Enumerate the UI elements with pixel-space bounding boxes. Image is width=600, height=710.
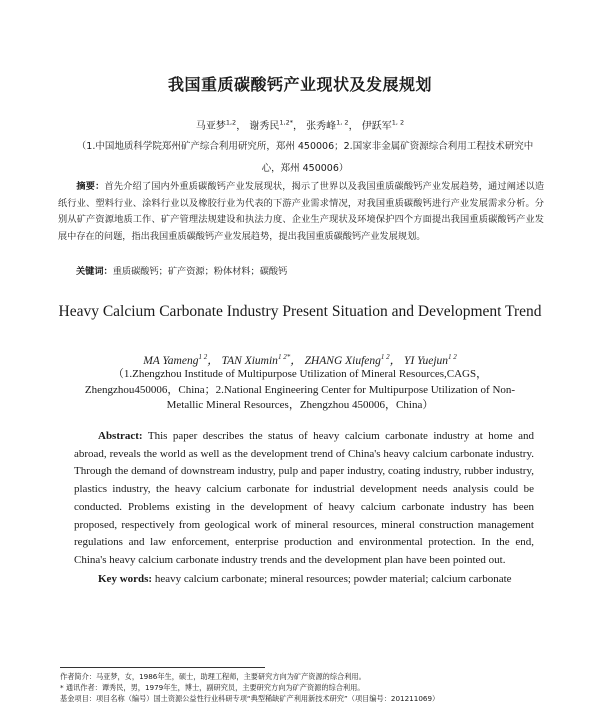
en-author-name: ZHANG Xiufeng: [304, 355, 381, 367]
cn-author-sup: 1, 2: [336, 118, 349, 127]
en-author-sup: 1 2*: [277, 353, 291, 362]
en-keywords: [98, 573, 548, 585]
cn-keywords: [76, 263, 546, 277]
en-keywords-text: heavy calcium carbonate; mineral resources; powder material; calcium carbonate: [154, 573, 512, 585]
cn-authors: 马亚梦$^{1,2}$， 谢秀民$^{1,2*}$， 张秀峰$^{1, 2}$， 伊跃军$^{1, 2}$: [195, 118, 405, 132]
cn-keywords-label: 关键词：: [76, 266, 113, 277]
cn-author-name: 谢秀民: [249, 121, 280, 132]
cn-abstract: [58, 179, 544, 245]
footnote-author-bio: 作者简介：马亚梦，女，1986年生，硕士，助理工程师，主要研究方向为矿产资源的综合利用。: [60, 672, 366, 681]
cn-affiliation: （1.中国地质科学院郑州矿产综合利用研究所，郑州 450006；2.国家非金属矿资源综合利用工程技术研究中心，郑州 450006）: [76, 141, 534, 174]
en-keywords-label: Key words:: [98, 573, 153, 585]
en-author-name: YI Yuejun: [404, 355, 449, 367]
footnotes: [60, 671, 560, 704]
cn-author-sup: 1,2*: [279, 118, 293, 127]
en-title: Heavy Calcium Carbonate Industry Present Situation and Development Trend: [58, 303, 542, 320]
cn-author-name: 马亚梦: [195, 121, 226, 132]
en-abstract: [74, 428, 534, 570]
footnote-funding: 基金项目：项目名称（编号）国土资源公益性行业科研专项“典型稀缺矿产利用新技术研究”（项目编号：201211069）: [60, 694, 440, 703]
en-author-name: TAN Xiumin: [221, 355, 278, 367]
cn-author-sup: 1, 2: [391, 118, 405, 127]
cn-abstract-label: 摘要：: [76, 181, 105, 192]
en-authors: MA Yameng$^{1 2}$， TAN Xiumin$^{1 2*}$， ZHANG Xiufeng$^{1 2}$， YI Yuejun$^{1 2}$: [143, 353, 457, 367]
cn-keywords-text: 重质碳酸钙；矿产资源；粉体材料；碳酸钙: [112, 266, 288, 277]
cn-author-sup: 1,2: [225, 118, 237, 127]
cn-abstract-text: 首先介绍了国内外重质碳酸钙产业发展现状，揭示了世界以及我国重质碳酸钙产业发展趋势，通过阐述以造纸行业、塑料行业、涂料行业以及橡胶行业为代表的下游产业需求情况，对我国重质碳酸钙进行产业发展需求分析。分别从矿产资源地质工作、矿产管理法规建设和执法力度、企业生产现状及环境保护四个方面提出我国重质碳酸钙产业发展中存在的问题，指出我国重质碳酸钙产业发展趋势，提出我国重质碳酸钙产业发展规划。: [58, 181, 545, 242]
cn-author-name: 伊跃军: [361, 121, 392, 132]
en-affiliation: （1.Zhengzhou Institude of Multipurpose Utilization of Mineral Resources,CAGS，Zhengzhou450006，China；2.National Engineering Center for Multipurpose Utilization of Non-Metallic Mineral Resources，Zhengzhou 450006，China）: [84, 368, 516, 411]
footnote-divider: [60, 667, 265, 668]
en-author-name: MA Yameng: [143, 355, 199, 367]
en-abstract-label: Abstract:: [98, 430, 143, 442]
footnote-corresponding-author: * 通讯作者：谭秀民，男，1979年生，博士，副研究员，主要研究方向为矿产资源的综合利用。: [60, 683, 365, 692]
en-author-sup: 1 2: [198, 353, 208, 362]
cn-author-name: 张秀峰: [306, 121, 337, 132]
en-author-sup: 1 2: [380, 353, 390, 362]
cn-title: 我国重质碳酸钙产业现状及发展规划: [167, 75, 432, 94]
en-abstract-text: This paper describes the status of heavy calcium carbonate industry at home and abroad, reveals the world as well as the development trend of China's heavy calcium carbonate industry. Through the demand of downstream industry, pulp and paper industry, coating industry, rubber industry, plastics industry, the heavy calcium carbonate for industrial development needs analysis could be conducted. Problems existing in the development of heavy calcium carbonate industry has been proposed, respectively from geological work of mineral resources, mineral construction management regulations and law enforcement, enterprise production and environmental protection. In the end, China's heavy calcium carbonate industry trends and the development plan have been pointed out.: [74, 430, 534, 566]
en-author-sup: 1 2: [448, 353, 457, 362]
